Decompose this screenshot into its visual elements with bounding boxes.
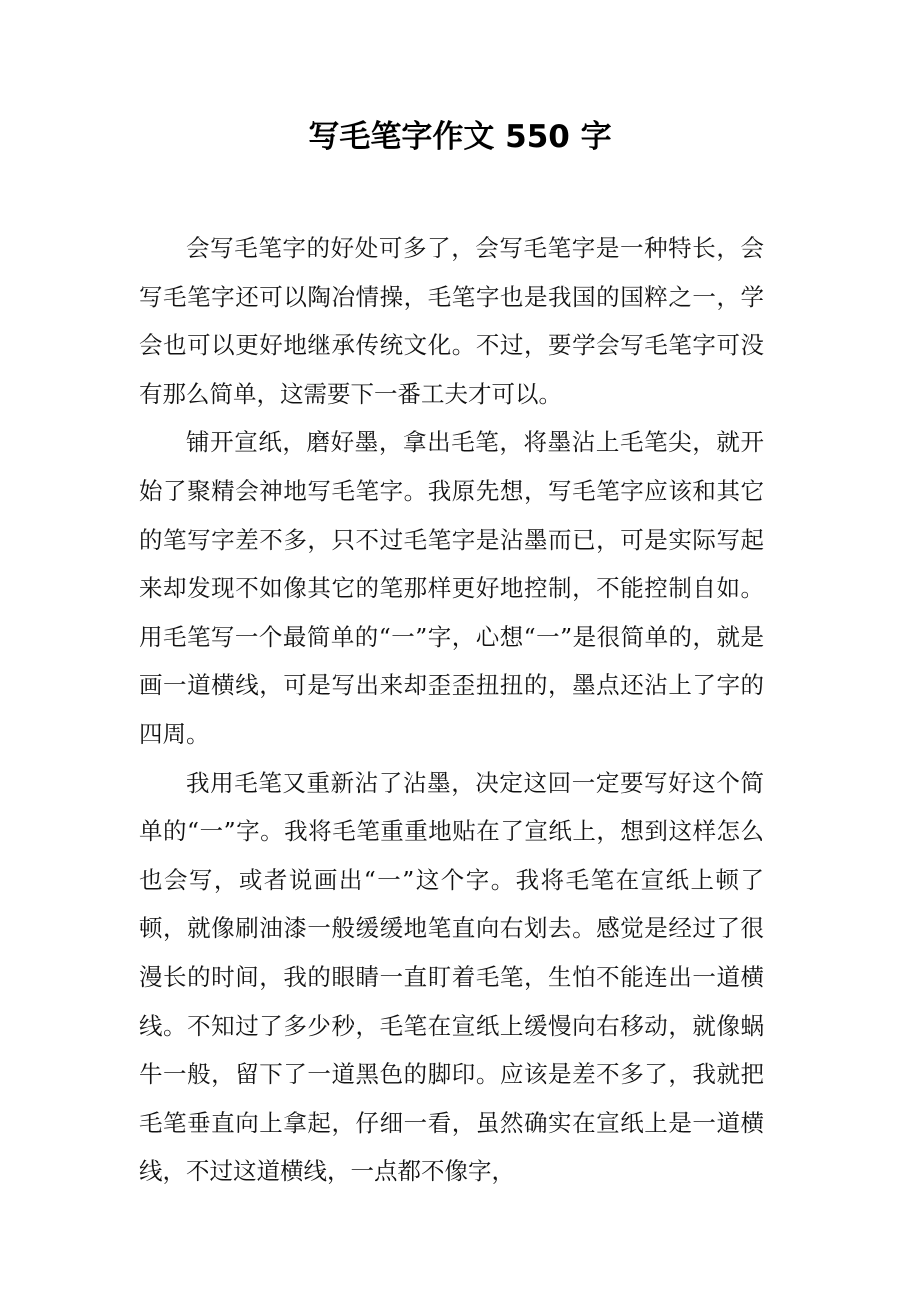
document-body — [139, 224, 764, 1196]
paragraph-3: 我用毛笔又重新沾了沾墨，决定这回一定要写好这个简单的“一”字。我将毛笔重重地贴在了宣纸上，想到这样怎么也会写，或者说画出“一”这个字。我将毛笔在宣纸上顿了顿，就像刷油漆一般缓缓地笔直向右划去。感觉是经过了很漫长的时间，我的眼睛一直盯着毛笔，生怕不能连出一道横线。不知过了多少秒，毛笔在宣纸上缓慢向右移动，就像蜗牛一般，留下了一道黑色的脚印。应该是差不多了，我就把毛笔垂直向上拿起，仔细一看，虽然确实在宣纸上是一道横线，不过这道横线，一点都不像字， — [139, 768, 764, 1186]
paragraph-1: 会写毛笔字的好处可多了，会写毛笔字是一种特长，会写毛笔字还可以陶冶情操，毛笔字也是我国的国粹之一，学会也可以更好地继承传统文化。不过，要学会写毛笔字可没有那么简单，这需要下一番工夫才可以。 — [139, 234, 764, 408]
document-title: 写毛笔字作文 550 字 — [308, 119, 612, 155]
paragraph-2: 铺开宣纸，磨好墨，拿出毛笔，将墨沾上毛笔尖，就开始了聚精会神地写毛笔字。我原先想，写毛笔字应该和其它的笔写字差不多，只不过毛笔字是沾墨而已，可是实际写起来却发现不如像其它的笔那样更好地控制，不能控制自如。用毛笔写一个最简单的“一”字，心想“一”是很简单的，就是画一道横线，可是写出来却歪歪扭扭的，墨点还沾上了字的四周。 — [139, 428, 764, 748]
